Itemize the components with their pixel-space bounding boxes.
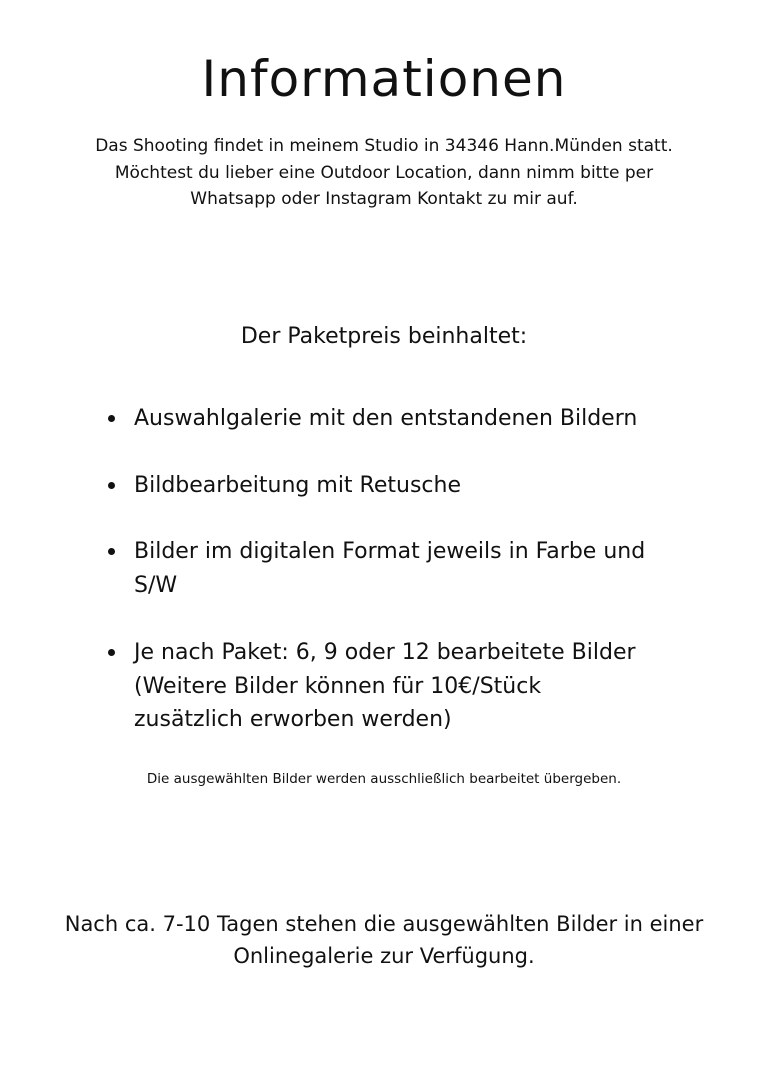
package-list-item-text	[134, 402, 724, 436]
closing-line: Onlinegalerie zur Verfügung.	[233, 944, 535, 968]
intro-line: Möchtest du lieber eine Outdoor Location, dann nimm bitte per	[114, 162, 654, 183]
list-item-line: zusätzlich erworben werden)	[134, 707, 452, 732]
bullet-icon	[108, 548, 115, 555]
bullet-icon	[108, 415, 115, 422]
closing-line: Nach ca. 7-10 Tagen stehen die ausgewählten Bilder in einer	[64, 912, 704, 936]
list-item-line: Auswahlgalerie mit den entstandenen Bildern	[134, 406, 638, 431]
package-list-item-text	[134, 535, 724, 602]
list-item-line: Bilder im digitalen Format jeweils in Farbe und	[134, 539, 646, 564]
closing-paragraph	[30, 908, 738, 972]
bullet-icon	[108, 649, 115, 656]
package-heading: Der Paketpreis beinhaltet:	[240, 324, 528, 349]
list-item-line: Bildbearbeitung mit Retusche	[134, 473, 461, 498]
package-list-item-text	[134, 469, 724, 503]
list-item-line: (Weitere Bilder können für 10€/Stück	[134, 673, 542, 699]
page-title: Informationen	[201, 50, 567, 108]
list-item-line: Je nach Paket: 6, 9 oder 12 bearbeitete Bilder	[134, 640, 636, 665]
intro-line: Das Shooting findet in meinem Studio in 34346 Hann.Münden statt.	[95, 136, 673, 156]
intro-line: Whatsapp oder Instagram Kontakt zu mir auf.	[190, 189, 578, 209]
footnote: Die ausgewählten Bilder werden ausschließlich bearbeitet übergeben.	[146, 771, 622, 787]
package-list-item-text	[134, 636, 724, 737]
bullet-icon	[108, 482, 115, 489]
intro-paragraph	[40, 133, 728, 213]
list-item-line: S/W	[134, 572, 178, 598]
